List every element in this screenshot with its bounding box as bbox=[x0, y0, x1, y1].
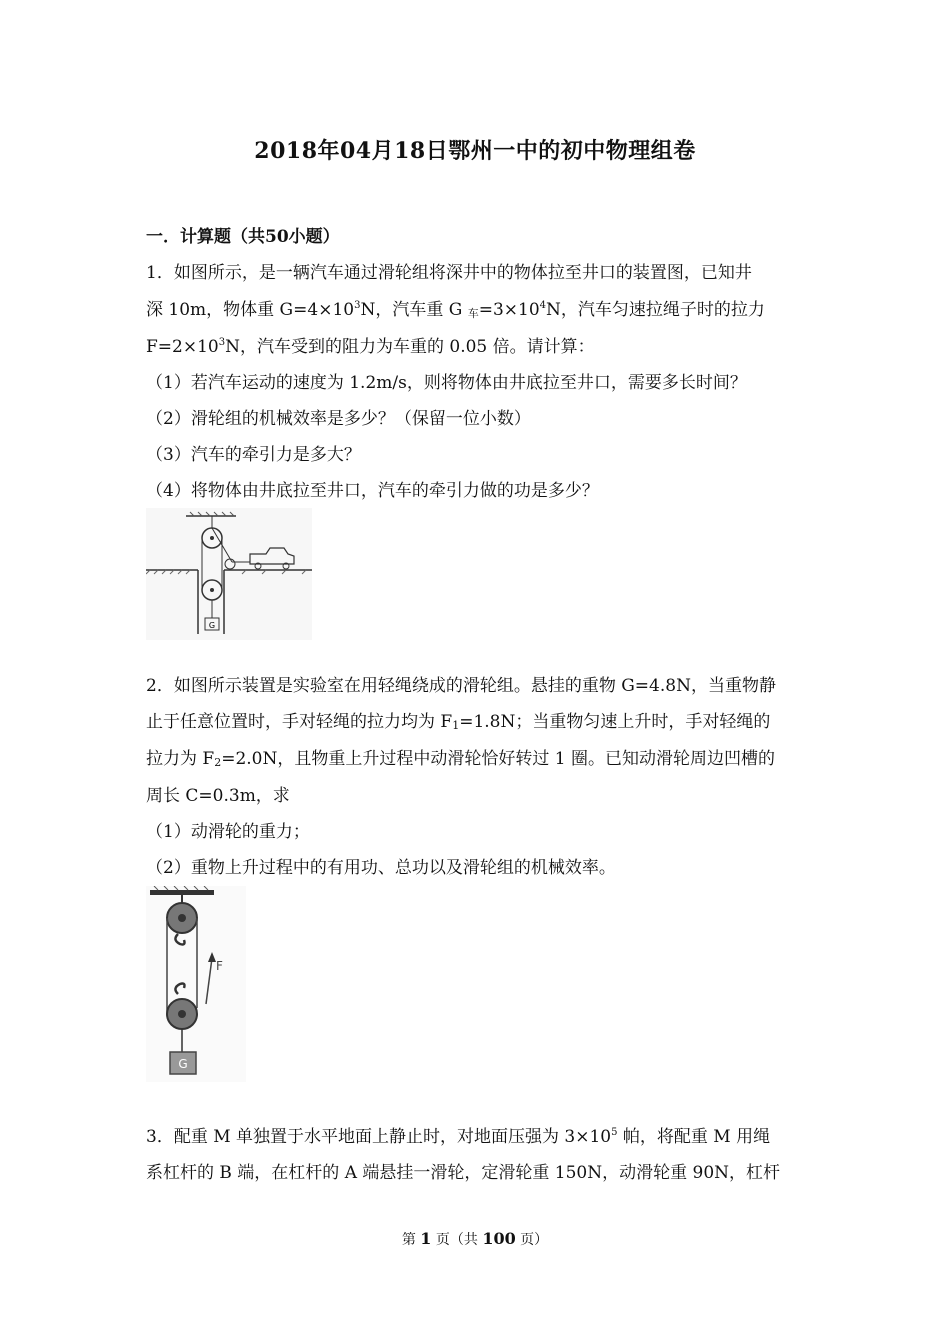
q1-line-2 bbox=[146, 295, 765, 321]
q2-force-label: F bbox=[216, 959, 223, 973]
q2-weight-label: G bbox=[178, 1057, 188, 1071]
footer-text: 页） bbox=[515, 1232, 549, 1248]
q1-text: N，汽车匀速拉绳子时的拉力 bbox=[546, 300, 765, 320]
q1-text: =3×10 bbox=[478, 300, 540, 320]
q1-subscript: 车 bbox=[467, 307, 479, 320]
q1-text: 深 10m，物体重 G=4×10 bbox=[146, 300, 355, 320]
q1-part-2: （2）滑轮组的机械效率是多少？（保留一位小数） bbox=[146, 409, 531, 429]
q2-part-2: （2）重物上升过程中的有用功、总功以及滑轮组的机械效率。 bbox=[146, 858, 616, 878]
q3-line-2: 系杠杆的 B 端，在杠杆的 A 端悬挂一滑轮，定滑轮重 150N，动滑轮重 90N，杠杆 bbox=[146, 1163, 781, 1183]
page-footer bbox=[0, 1229, 950, 1249]
section-heading: 一．计算题（共50小题） bbox=[146, 227, 340, 247]
q2-text: 拉力为 F bbox=[146, 749, 215, 769]
q2-line-1: 2．如图所示装置是实验室在用轻绳绕成的滑轮组。悬挂的重物 G=4.8N，当重物静 bbox=[146, 676, 776, 696]
q2-pulley-block-figure bbox=[146, 886, 246, 1082]
q3-exponent: 5 bbox=[611, 1127, 618, 1138]
q2-text: 止于任意位置时，手对轻绳的拉力均为 F bbox=[146, 712, 453, 732]
q2-line-4: 周长 C=0.3m，求 bbox=[146, 786, 290, 806]
q2-line-3 bbox=[146, 744, 775, 769]
q2-subscript: 2 bbox=[214, 756, 222, 769]
q1-exponent: 3 bbox=[354, 300, 361, 311]
q3-text: 帕，将配重 M 用绳 bbox=[617, 1127, 771, 1147]
q3-line-1 bbox=[146, 1122, 770, 1147]
q1-pulley-well-figure bbox=[146, 508, 312, 640]
q2-part-1: （1）动滑轮的重力； bbox=[146, 822, 310, 842]
q1-part-1: （1）若汽车运动的速度为 1.2m/s，则将物体由井底拉至井口，需要多长时间？ bbox=[146, 373, 747, 393]
q1-text: N，汽车受到的阻力为车重的 0.05 倍。请计算： bbox=[225, 337, 595, 357]
q1-exponent: 4 bbox=[539, 300, 547, 311]
q1-text: N，汽车重 G bbox=[360, 300, 468, 320]
q2-text: =2.0N，且物重上升过程中动滑轮恰好转过 1 圈。已知动滑轮周边凹槽的 bbox=[221, 749, 775, 769]
total-pages: 100 bbox=[482, 1229, 516, 1248]
q1-text: F=2×10 bbox=[146, 337, 219, 357]
q1-exponent: 3 bbox=[218, 337, 226, 348]
q3-text: 3．配重 M 单独置于水平地面上静止时，对地面压强为 3×10 bbox=[146, 1127, 612, 1147]
footer-text: 第 bbox=[401, 1232, 421, 1248]
q1-line-1: 1．如图所示，是一辆汽车通过滑轮组将深井中的物体拉至井口的装置图，已知井 bbox=[146, 263, 752, 283]
q2-text: =1.8N；当重物匀速上升时，手对轻绳的 bbox=[459, 712, 771, 732]
page-title: 2018年04月18日鄂州一中的初中物理组卷 bbox=[254, 138, 696, 164]
q1-weight-label: G bbox=[208, 621, 216, 630]
q1-part-3: （3）汽车的牵引力是多大？ bbox=[146, 445, 361, 465]
q1-line-3 bbox=[146, 332, 595, 357]
q1-part-4: （4）将物体由井底拉至井口，汽车的牵引力做的功是多少？ bbox=[146, 481, 599, 501]
q2-subscript: 1 bbox=[452, 719, 460, 732]
footer-text: 页（共 bbox=[431, 1232, 483, 1248]
page-number: 1 bbox=[420, 1229, 432, 1248]
q2-line-2 bbox=[146, 707, 770, 732]
